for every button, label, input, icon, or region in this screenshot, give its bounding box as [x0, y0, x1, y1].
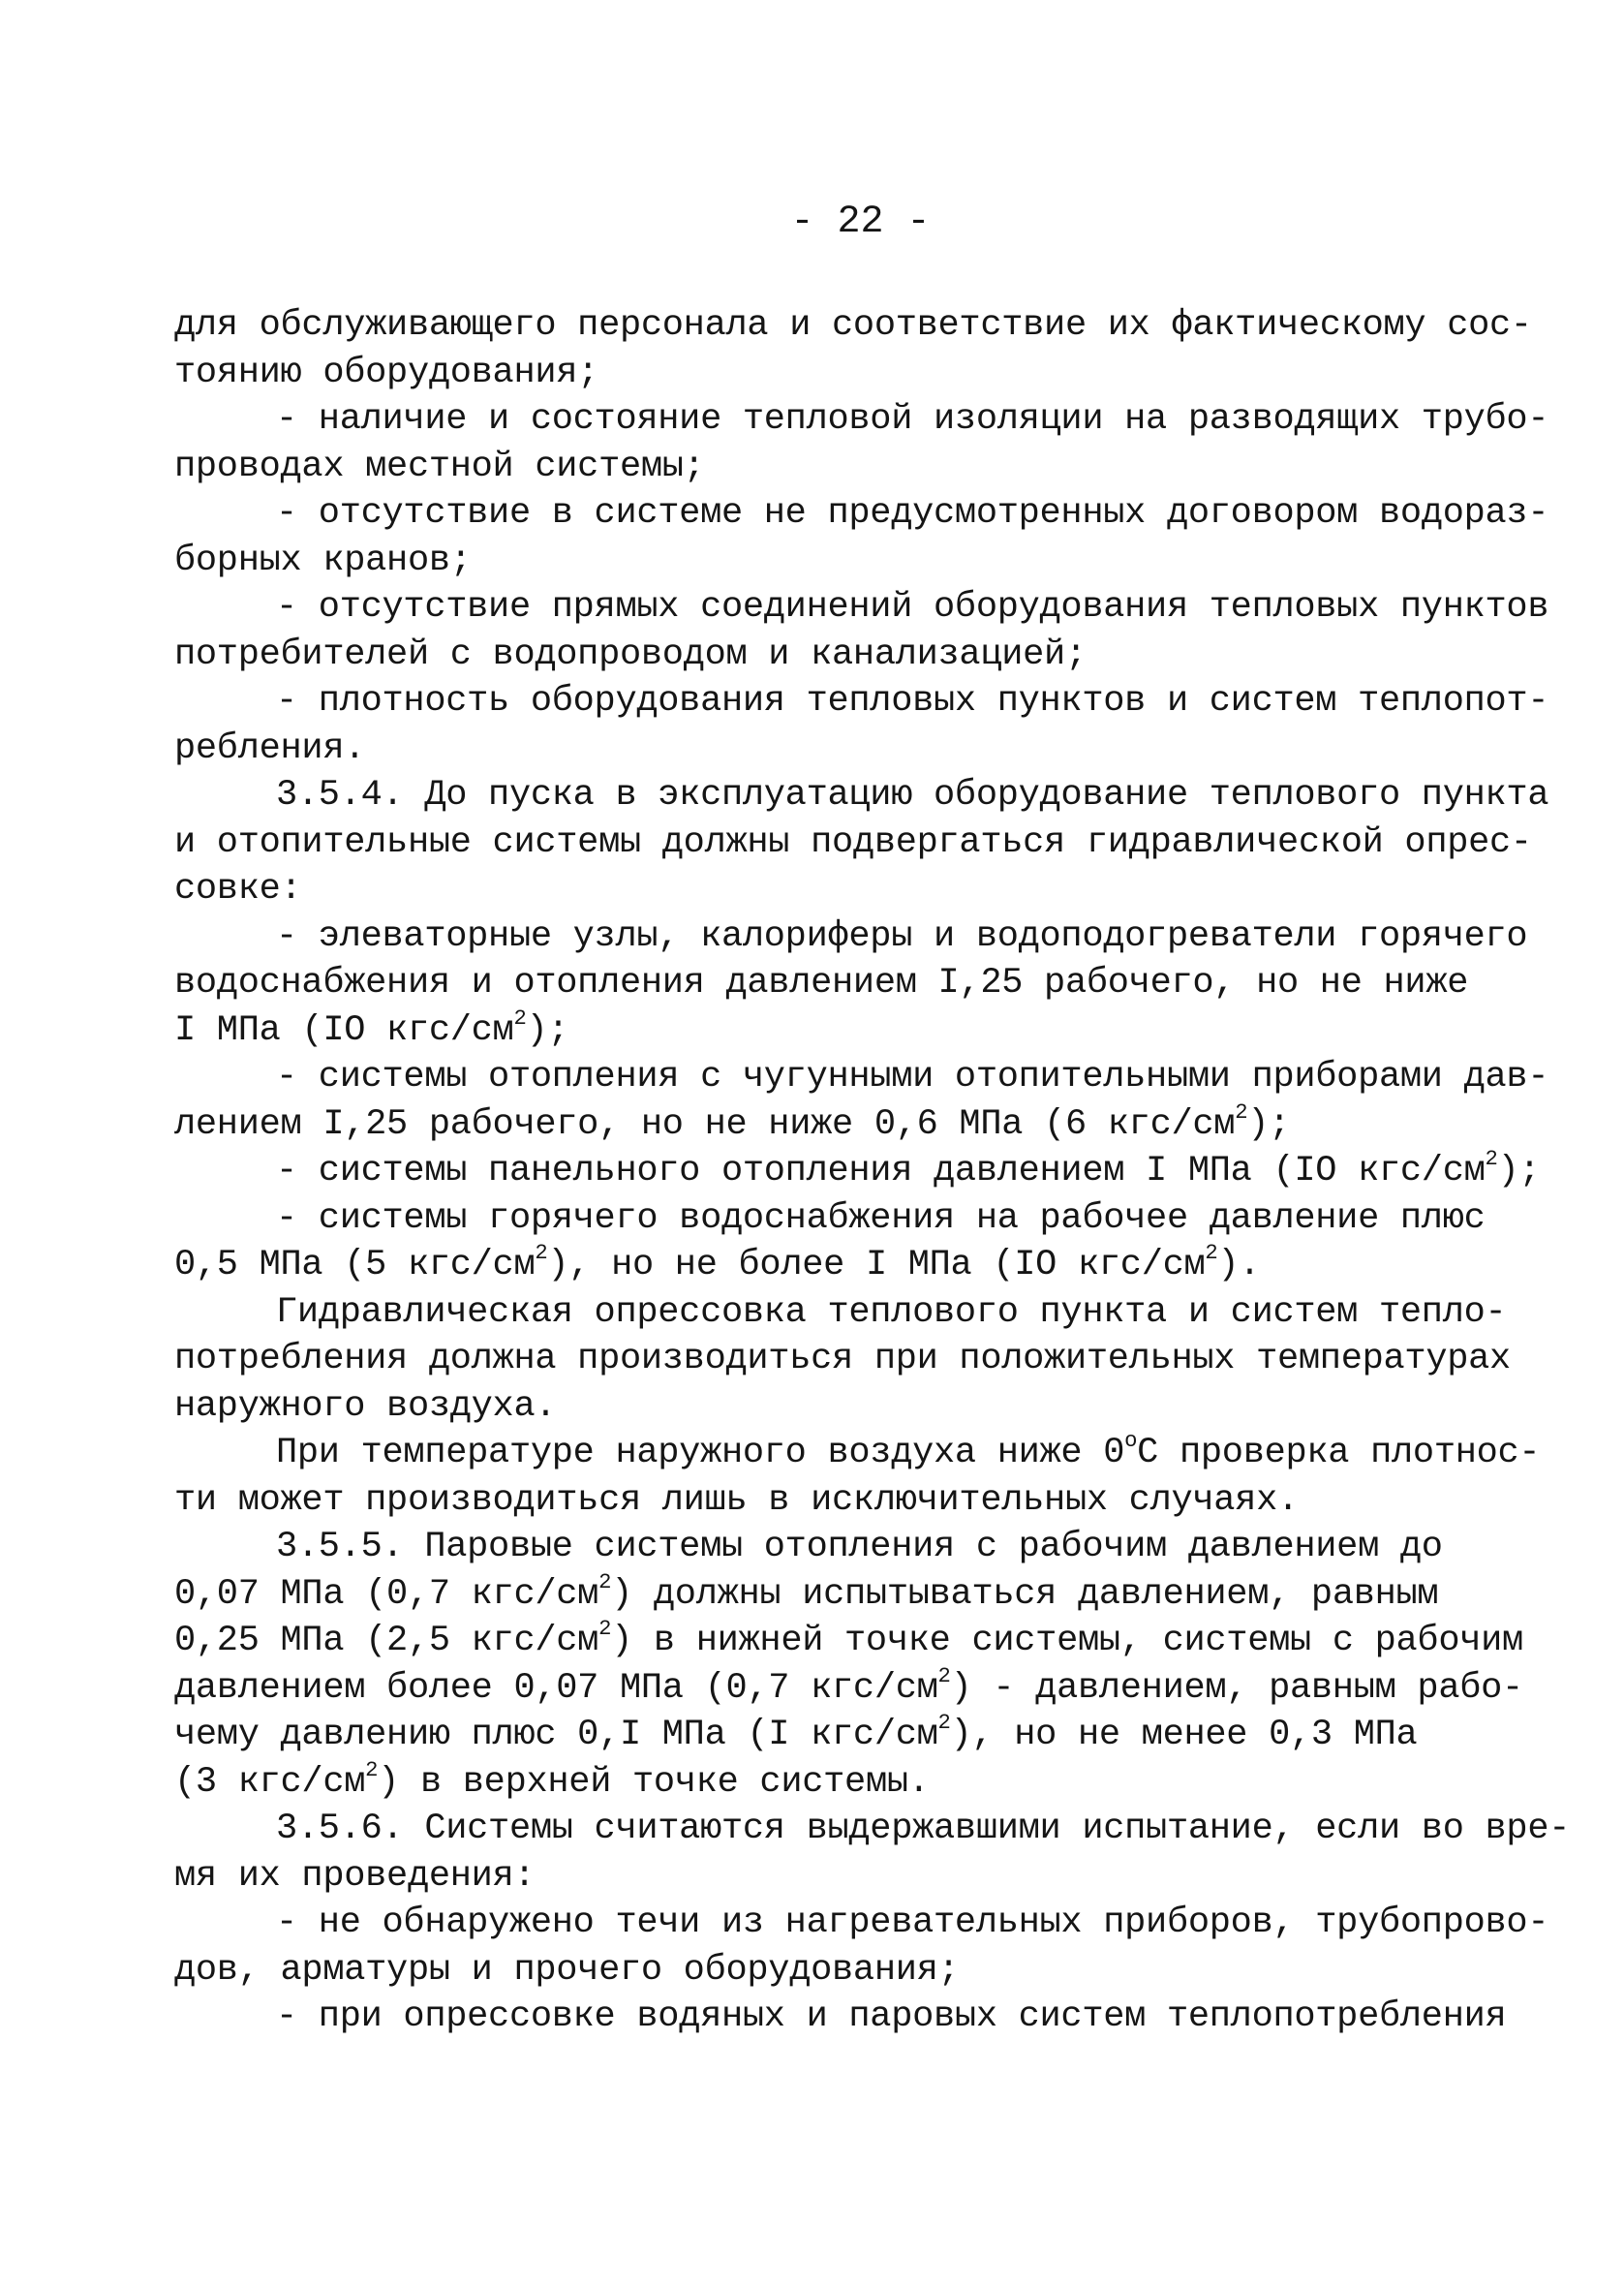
text-line — [174, 1007, 1462, 1055]
line-text: проводах местной системы; — [174, 446, 705, 487]
line-text: потребления должна производиться при положительных температурах — [174, 1339, 1511, 1379]
superscript: 2 — [1485, 1147, 1498, 1172]
superscript: 2 — [513, 1005, 527, 1031]
line-text: - плотность оборудования тепловых пунктов и систем теплопот- — [276, 681, 1549, 722]
superscript: 2 — [1235, 1099, 1248, 1125]
line-text: - системы отопления с чугунными отопительными приборами дав- — [276, 1057, 1549, 1098]
line-text: 3.5.5. Паровые системы отопления с рабочим давлением до — [276, 1527, 1443, 1567]
text-line — [174, 1147, 1541, 1195]
line-text: - отсутствие прямых соединений оборудования тепловых пунктов — [276, 587, 1549, 628]
line-text: ) должны испытываться давлением, равным — [611, 1573, 1439, 1615]
text-line — [174, 1853, 1462, 1901]
line-text: ). — [1217, 1245, 1261, 1285]
line-text: 0,5 МПа (5 кгс/см — [174, 1245, 536, 1285]
text-line — [174, 1242, 1462, 1289]
line-text: При температуре наружного воздуха ниже 0 — [276, 1433, 1125, 1473]
line-text: мя их проведения: — [174, 1855, 536, 1897]
line-text: Гидравлическая опрессовка теплового пункта и систем тепло- — [276, 1291, 1507, 1333]
text-line — [174, 1617, 1523, 1665]
superscript: 2 — [598, 1617, 612, 1642]
text-line — [174, 1101, 1462, 1149]
text-line — [174, 913, 1528, 961]
line-text: совке: — [174, 869, 302, 910]
line-text: ), но не менее 0,3 МПа — [950, 1715, 1418, 1755]
line-text: I МПа (IO кгс/см — [174, 1009, 514, 1051]
text-line — [174, 1994, 1507, 2041]
line-text: ); — [526, 1009, 569, 1051]
text-line — [174, 1759, 1462, 1807]
text-line — [174, 632, 1462, 679]
superscript: 2 — [598, 1569, 612, 1594]
text-line — [174, 538, 1462, 585]
text-line — [174, 1195, 1486, 1243]
superscript: 2 — [535, 1241, 548, 1266]
text-line — [174, 396, 1549, 444]
page-number: - 22 - — [790, 201, 931, 244]
line-text: 0,25 МПа (2,5 кгс/см — [174, 1621, 599, 1661]
superscript: 2 — [1205, 1241, 1218, 1266]
line-text: чему давлению плюс 0,I МПа (I кгс/см — [174, 1715, 938, 1755]
line-text: борных кранов; — [174, 540, 472, 581]
text-line — [174, 1336, 1511, 1383]
line-text: тоянию оборудования; — [174, 352, 599, 393]
line-text: 3.5.4. До пуска в эксплуатацию оборудование теплового пункта — [276, 775, 1549, 816]
line-text: (3 кгс/см — [174, 1761, 366, 1803]
superscript: 2 — [365, 1757, 379, 1782]
line-text: лением I,25 рабочего, но не ниже 0,6 МПа (6 кгс/см — [174, 1103, 1236, 1145]
superscript: 2 — [937, 1663, 951, 1688]
text-line — [174, 1947, 1462, 1995]
text-line — [174, 1663, 1523, 1713]
line-text: - системы панельного отопления давлением I МПа (IO кгс/см — [276, 1151, 1486, 1191]
line-text: - элеваторные узлы, калориферы и водоподогреватели горячего — [276, 915, 1528, 957]
text-line — [174, 302, 1532, 350]
line-text: ребления. — [174, 727, 366, 769]
text-line — [174, 1806, 1571, 1853]
document-body — [174, 302, 1571, 2041]
line-text: ) в нижней точке системы, системы с рабочим — [611, 1621, 1523, 1661]
line-text: ); — [1497, 1151, 1541, 1191]
text-line — [174, 350, 1462, 397]
line-text: ); — [1247, 1103, 1291, 1145]
superscript: 2 — [937, 1711, 951, 1736]
line-text: наружного воздуха. — [174, 1385, 557, 1427]
text-line — [174, 1429, 1541, 1477]
line-text: 3.5.6. Системы считаются выдержавшими испытание, если во вре- — [276, 1809, 1571, 1849]
line-text: дов, арматуры и прочего оборудования; — [174, 1949, 960, 1991]
text-line — [174, 866, 1462, 913]
line-text: ), но не более I МПа (IO кгс/см — [547, 1245, 1206, 1285]
text-line — [174, 584, 1549, 632]
line-text: ти может производиться лишь в исключительных случаях. — [174, 1479, 1299, 1521]
text-line — [174, 444, 1462, 491]
text-line — [174, 960, 1469, 1007]
text-line — [174, 1477, 1462, 1525]
text-line — [174, 1900, 1549, 1947]
text-line — [174, 490, 1549, 538]
text-line — [174, 1054, 1549, 1101]
line-text: - наличие и состояние тепловой изоляции на разводящих трубо- — [276, 399, 1549, 440]
line-text: - отсутствие в системе не предусмотренных договором водораз- — [276, 493, 1549, 534]
text-line — [174, 1571, 1462, 1619]
line-text: давлением более 0,07 МПа (0,7 кгс/см — [174, 1667, 938, 1709]
text-line — [174, 820, 1532, 867]
line-text: для обслуживающего персонала и соответствие их фактическому сос- — [174, 305, 1532, 346]
line-text: водоснабжения и отопления давлением I,25 рабочего, но не ниже — [174, 963, 1469, 1004]
superscript: о — [1124, 1429, 1138, 1454]
line-text: и отопительные системы должны подвергаться гидравлической опрес- — [174, 821, 1532, 863]
line-text: С проверка плотнос- — [1137, 1433, 1541, 1473]
text-line — [174, 678, 1549, 726]
text-line — [174, 726, 1462, 773]
line-text: - системы горячего водоснабжения на рабочее давление плюс — [276, 1197, 1486, 1239]
text-line — [174, 1383, 1462, 1431]
line-text: - не обнаружено течи из нагревательных приборов, трубопрово- — [276, 1902, 1549, 1943]
line-text: - при опрессовке водяных и паровых систем теплопотребления — [276, 1996, 1507, 2037]
line-text: ) - давлением, равным рабо- — [950, 1667, 1523, 1709]
text-line — [174, 1289, 1507, 1337]
text-line — [174, 1524, 1462, 1571]
text-line — [174, 772, 1549, 820]
line-text: потребителей с водопроводом и канализацией; — [174, 634, 1087, 675]
line-text: ) в верхней точке системы. — [378, 1761, 930, 1803]
text-line — [174, 1712, 1462, 1759]
line-text: 0,07 МПа (0,7 кгс/см — [174, 1573, 599, 1615]
